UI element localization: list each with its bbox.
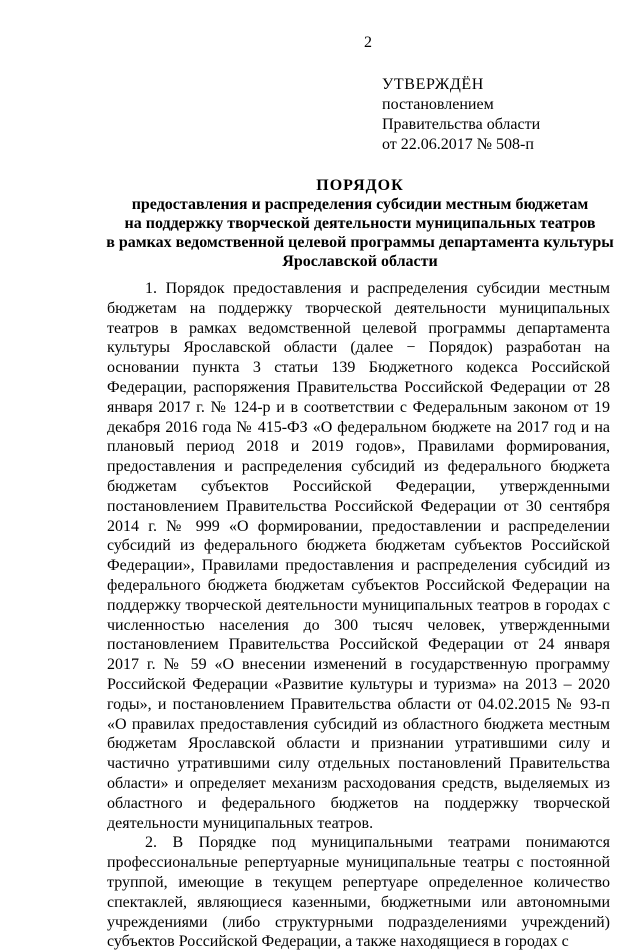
paragraph-2: 2. В Порядке под муниципальными театрами понимаются профессиональные репертуарные муниципальные театры с постоянной труппой, имеющие в текущем репертуаре определенное количество спектаклей, являющиеся казенными, бюджетными или автономными учреждениями (либо структурными подразделениями учреждений) субъектов Российской Федерации, а также находящиеся в городах с (107, 834, 610, 951)
approval-stamp (382, 75, 540, 155)
approval-line-resolution: постановлением (382, 96, 494, 113)
title-line-1: предоставления и распределения субсидии местным бюджетам (131, 196, 589, 213)
approval-title: УТВЕРЖДЁН (382, 76, 484, 93)
approval-line-date: от 22.06.2017 № 508-п (382, 136, 534, 153)
title-line-2: на поддержку творческой деятельности муниципальных театров (124, 215, 596, 232)
approval-line-government: Правительства области (382, 116, 541, 133)
page-number: 2 (364, 34, 372, 51)
document-heading: ПОРЯДОК (316, 177, 404, 194)
document-body (107, 279, 610, 952)
paragraph-1: 1. Порядок предоставления и распределения субсидии местным бюджетам на поддержку творческой деятельности муниципальных театров в рамках ведомственной целевой программы департамента культуры Ярославской области (далее − Порядок) разработан на основании пункта 3 статьи 139 Бюджетного кодекса Российской Федерации, распоряжения Правительства Российской Федерации от 28 января 2017 г. № 124-р и в соответствии с Федеральным законом от 19 декабря 2016 года № 415-ФЗ «О федеральном бюджете на 2017 год и на плановый период 2018 и 2019 годов», Правилами формирования, предоставления и распределения субсидий из федерального бюджета бюджетам субъектов Российской Федерации, утвержденными постановлением Правительства Российской Федерации от 30 сентября 2014 г. № 999 «О формировании, предоставлении и распределении субсидий из федерального бюджета бюджетам субъектов Российской Федерации», Правилами предоставления и распределения субсидий из федерального бюджета бюджетам субъектов Российской Федерации на поддержку творческой деятельности муниципальных театров в городах с численностью населения до 300 тысяч человек, утвержденными постановлением Правительства Российской Федерации от 24 января 2017 г. № 59 «О внесении изменений в государственную программу Российской Федерации «Развитие культуры и туризма» на 2013 – 2020 годы», и постановлением Правительства области от 04.02.2015 № 93-п «О правилах предоставления субсидий из областного бюджета местным бюджетам Ярославской области и признании утратившими силу и частично утратившими силу отдельных постановлений Правительства области» и определяет механизм расходования средств, выделяемых из областного и федерального бюджетов на поддержку творческой деятельности муниципальных театров. (107, 280, 610, 832)
title-line-4: Ярославской области (282, 253, 438, 270)
title-line-3: в рамках ведомственной целевой программы департамента культуры (106, 234, 614, 251)
document-title-block (100, 176, 620, 271)
